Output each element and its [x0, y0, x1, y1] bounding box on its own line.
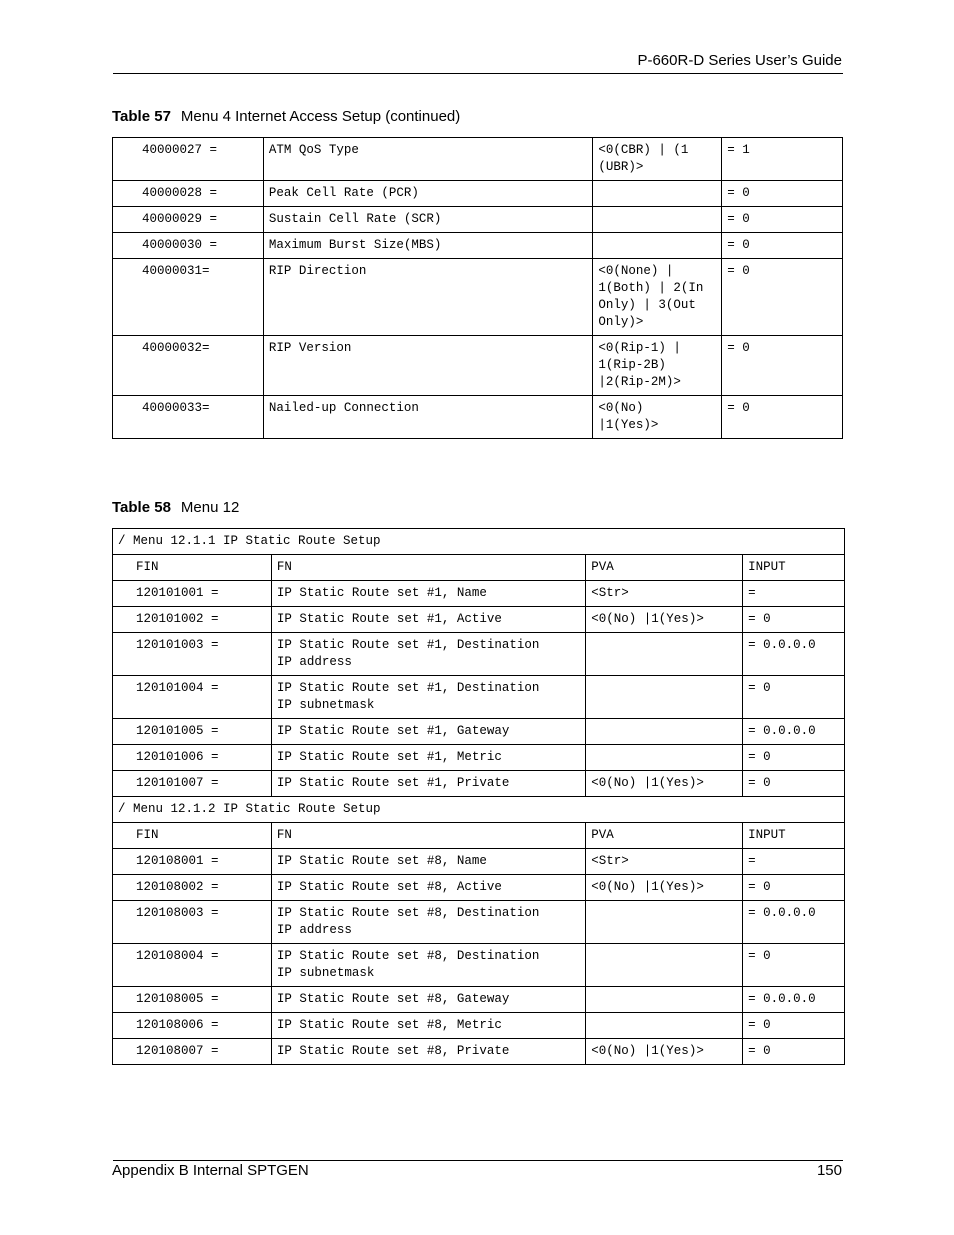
table57-label: Table 57 — [112, 108, 171, 125]
pva-cell — [586, 676, 743, 719]
pva-cell-text: <0(None) | 1(Both) | 2(In Only) | 3(Out Only)> — [598, 264, 704, 329]
fn-cell — [271, 581, 585, 607]
table-row — [113, 581, 845, 607]
table-row — [113, 207, 843, 233]
table-57-body — [113, 138, 843, 439]
fn-cell — [271, 875, 585, 901]
pva-cell — [586, 944, 743, 987]
fn-cell-text: IP Static Route set #1, Metric — [276, 750, 502, 764]
table-row — [113, 987, 845, 1013]
pva-cell — [586, 1039, 743, 1065]
table-row — [113, 336, 843, 396]
table-row — [113, 138, 843, 181]
input-cell — [743, 875, 845, 901]
input-cell-text: = — [748, 586, 756, 600]
fn-cell-text: IP Static Route set #1, Destination IP subnetmask — [276, 681, 540, 712]
input-cell-text: = 0 — [748, 1018, 771, 1032]
input-cell-text: = 0.0.0.0 — [748, 724, 816, 738]
fn-cell-text: ATM QoS Type — [268, 143, 359, 157]
column-header-input-text: INPUT — [748, 560, 786, 574]
table58-label: Table 58 — [112, 499, 171, 516]
input-cell — [743, 944, 845, 987]
input-cell-text: = 0 — [748, 776, 771, 790]
pva-cell — [586, 849, 743, 875]
column-header-fin — [113, 555, 272, 581]
fn-cell — [271, 1039, 585, 1065]
column-header-fn — [271, 823, 585, 849]
fn-cell — [271, 771, 585, 797]
input-cell — [743, 1013, 845, 1039]
pva-cell — [593, 233, 722, 259]
fin-cell — [113, 233, 264, 259]
fin-cell-text: 120108003 = — [136, 906, 219, 920]
column-header-fin-text: FIN — [136, 828, 159, 842]
fin-cell — [113, 207, 264, 233]
pva-cell — [586, 719, 743, 745]
fin-cell — [113, 719, 272, 745]
table-row — [113, 875, 845, 901]
fn-cell-text: IP Static Route set #1, Name — [276, 586, 487, 600]
pva-cell-text: <0(CBR) | (1 (UBR)> — [598, 143, 689, 174]
fn-cell-text: Nailed-up Connection — [268, 401, 419, 415]
fn-cell-text: IP Static Route set #8, Metric — [276, 1018, 502, 1032]
section-title-row — [113, 529, 845, 555]
fn-cell — [271, 901, 585, 944]
fin-cell-text: 40000032= — [142, 341, 210, 355]
fn-cell — [271, 633, 585, 676]
pva-cell — [593, 259, 722, 336]
pva-cell-text: <Str> — [591, 586, 629, 600]
table-row — [113, 719, 845, 745]
column-header-input-text: INPUT — [748, 828, 786, 842]
fn-cell — [263, 181, 592, 207]
fn-cell — [271, 849, 585, 875]
fn-cell-text: Peak Cell Rate (PCR) — [268, 186, 419, 200]
fn-cell — [271, 1013, 585, 1039]
table-row — [113, 944, 845, 987]
fn-cell-text: IP Static Route set #1, Destination IP address — [276, 638, 540, 669]
table-row — [113, 607, 845, 633]
fin-cell-text: 120108001 = — [136, 854, 219, 868]
fin-cell-text: 40000029 = — [142, 212, 218, 226]
fn-cell — [263, 233, 592, 259]
pva-cell — [586, 771, 743, 797]
fn-cell — [271, 745, 585, 771]
fin-cell — [113, 138, 264, 181]
fn-cell-text: Sustain Cell Rate (SCR) — [268, 212, 442, 226]
input-cell — [722, 138, 843, 181]
table-row — [113, 233, 843, 259]
column-header-fin — [113, 823, 272, 849]
input-cell-text: = 0 — [727, 401, 750, 415]
fin-cell-text: 120101002 = — [136, 612, 219, 626]
pva-cell — [593, 138, 722, 181]
fin-cell-text: 120108004 = — [136, 949, 219, 963]
fn-cell-text: RIP Version — [268, 341, 352, 355]
table-row — [113, 901, 845, 944]
fin-cell-text: 120101001 = — [136, 586, 219, 600]
input-cell-text: = 0 — [727, 212, 750, 226]
fin-cell — [113, 259, 264, 336]
header-rule — [113, 73, 843, 74]
column-header-pva — [586, 823, 743, 849]
fin-cell — [113, 901, 272, 944]
input-cell — [722, 396, 843, 439]
fin-cell — [113, 633, 272, 676]
fn-cell-text: IP Static Route set #8, Destination IP subnetmask — [276, 949, 540, 980]
section-title-text: / Menu 12.1.1 IP Static Route Setup — [118, 534, 381, 548]
fn-cell-text: IP Static Route set #8, Private — [276, 1044, 510, 1058]
fin-cell — [113, 1013, 272, 1039]
table-row — [113, 745, 845, 771]
table-row — [113, 396, 843, 439]
table-row — [113, 771, 845, 797]
input-cell — [743, 745, 845, 771]
input-cell — [743, 901, 845, 944]
input-cell — [743, 719, 845, 745]
fin-cell — [113, 181, 264, 207]
input-cell-text: = 0.0.0.0 — [748, 992, 816, 1006]
input-cell-text: = 0.0.0.0 — [748, 638, 816, 652]
table-row — [113, 181, 843, 207]
column-header-row — [113, 823, 845, 849]
fin-cell-text: 120101004 = — [136, 681, 219, 695]
pva-cell-text: <0(No) |1(Yes)> — [591, 612, 704, 626]
fin-cell-text: 120108005 = — [136, 992, 219, 1006]
input-cell — [722, 181, 843, 207]
input-cell-text: = 0 — [748, 681, 771, 695]
input-cell — [722, 336, 843, 396]
pva-cell — [586, 987, 743, 1013]
fin-cell-text: 120101003 = — [136, 638, 219, 652]
table-row — [113, 259, 843, 336]
pva-cell-text: <0(No) |1(Yes)> — [591, 1044, 704, 1058]
fin-cell — [113, 336, 264, 396]
input-cell-text: = 0 — [727, 238, 750, 252]
page-number: 150 — [816, 1162, 842, 1179]
table-58-body — [113, 529, 845, 1065]
table58-caption-text: Menu 12 — [180, 499, 240, 516]
pva-cell — [586, 581, 743, 607]
input-cell-text: = 0 — [748, 750, 771, 764]
fin-cell — [113, 875, 272, 901]
input-cell — [743, 987, 845, 1013]
table57-caption-text: Menu 4 Internet Access Setup (continued) — [180, 108, 461, 125]
table57-caption — [112, 108, 460, 125]
fin-cell — [113, 607, 272, 633]
fin-cell — [113, 581, 272, 607]
fin-cell-text: 40000033= — [142, 401, 210, 415]
column-header-input — [743, 555, 845, 581]
fin-cell — [113, 987, 272, 1013]
column-header-fn-text: FN — [276, 828, 292, 842]
pva-cell-text: <0(No) |1(Yes)> — [591, 776, 704, 790]
pva-cell — [586, 745, 743, 771]
pva-cell — [593, 336, 722, 396]
table-row — [113, 849, 845, 875]
fin-cell-text: 40000031= — [142, 264, 210, 278]
pva-cell-text: <0(No) |1(Yes)> — [598, 401, 659, 432]
fn-cell — [271, 676, 585, 719]
pva-cell — [586, 901, 743, 944]
fin-cell-text: 40000028 = — [142, 186, 218, 200]
pva-cell — [586, 633, 743, 676]
fn-cell — [271, 719, 585, 745]
pva-cell — [586, 607, 743, 633]
table-row — [113, 676, 845, 719]
fin-cell — [113, 944, 272, 987]
input-cell-text: = 0.0.0.0 — [748, 906, 816, 920]
fn-cell-text: IP Static Route set #8, Gateway — [276, 992, 510, 1006]
table-row — [113, 633, 845, 676]
input-cell — [743, 1039, 845, 1065]
fn-cell-text: Maximum Burst Size(MBS) — [268, 238, 442, 252]
input-cell — [722, 259, 843, 336]
input-cell — [743, 771, 845, 797]
fn-cell — [271, 607, 585, 633]
column-header-row — [113, 555, 845, 581]
table-58 — [112, 528, 845, 1065]
pva-cell-text: <0(No) |1(Yes)> — [591, 880, 704, 894]
fn-cell-text: IP Static Route set #1, Gateway — [276, 724, 510, 738]
section-title-text: / Menu 12.1.2 IP Static Route Setup — [118, 802, 381, 816]
fn-cell-text: RIP Direction — [268, 264, 367, 278]
input-cell — [722, 233, 843, 259]
table-row — [113, 1039, 845, 1065]
input-cell — [743, 849, 845, 875]
input-cell-text: = 0 — [727, 186, 750, 200]
fn-cell — [271, 944, 585, 987]
input-cell — [743, 676, 845, 719]
fin-cell-text: 120101005 = — [136, 724, 219, 738]
fn-cell-text: IP Static Route set #8, Destination IP address — [276, 906, 540, 937]
fn-cell — [263, 259, 592, 336]
fin-cell-text: 120108002 = — [136, 880, 219, 894]
fin-cell-text: 120101007 = — [136, 776, 219, 790]
column-header-fin-text: FIN — [136, 560, 159, 574]
input-cell-text: = 0 — [748, 880, 771, 894]
column-header-input — [743, 823, 845, 849]
pva-cell — [586, 1013, 743, 1039]
footer-section-title: Appendix B Internal SPTGEN — [112, 1162, 309, 1179]
fin-cell-text: 40000030 = — [142, 238, 218, 252]
fin-cell — [113, 745, 272, 771]
pva-cell-text: <0(Rip-1) | 1(Rip-2B) |2(Rip-2M)> — [598, 341, 681, 389]
fn-cell — [263, 336, 592, 396]
section-title — [113, 529, 845, 555]
fin-cell-text: 120101006 = — [136, 750, 219, 764]
fin-cell-text: 120108006 = — [136, 1018, 219, 1032]
fn-cell-text: IP Static Route set #8, Active — [276, 880, 502, 894]
fin-cell-text: 40000027 = — [142, 143, 218, 157]
fn-cell — [263, 396, 592, 439]
section-title — [113, 797, 845, 823]
fin-cell-text: 120108007 = — [136, 1044, 219, 1058]
fin-cell — [113, 396, 264, 439]
fn-cell-text: IP Static Route set #1, Active — [276, 612, 502, 626]
input-cell-text: = 0 — [748, 1044, 771, 1058]
input-cell-text: = — [748, 854, 756, 868]
pva-cell — [593, 181, 722, 207]
column-header-pva-text: PVA — [591, 828, 614, 842]
input-cell — [743, 633, 845, 676]
column-header-pva-text: PVA — [591, 560, 614, 574]
fin-cell — [113, 849, 272, 875]
fn-cell — [263, 138, 592, 181]
fin-cell — [113, 1039, 272, 1065]
pva-cell — [586, 875, 743, 901]
pva-cell — [593, 207, 722, 233]
footer-rule — [113, 1160, 843, 1161]
column-header-fn-text: FN — [276, 560, 292, 574]
table-57 — [112, 137, 843, 439]
section-title-row — [113, 797, 845, 823]
input-cell — [743, 581, 845, 607]
input-cell-text: = 0 — [748, 612, 771, 626]
table58-caption — [112, 499, 239, 516]
input-cell-text: = 0 — [727, 264, 750, 278]
input-cell-text: = 0 — [748, 949, 771, 963]
fin-cell — [113, 771, 272, 797]
input-cell-text: = 0 — [727, 341, 750, 355]
fn-cell — [271, 987, 585, 1013]
column-header-fn — [271, 555, 585, 581]
fin-cell — [113, 676, 272, 719]
running-header: P-660R-D Series User’s Guide — [637, 52, 842, 69]
table-row — [113, 1013, 845, 1039]
fn-cell — [263, 207, 592, 233]
fn-cell-text: IP Static Route set #1, Private — [276, 776, 510, 790]
pva-cell-text: <Str> — [591, 854, 629, 868]
pva-cell — [593, 396, 722, 439]
input-cell — [743, 607, 845, 633]
input-cell — [722, 207, 843, 233]
input-cell-text: = 1 — [727, 143, 750, 157]
column-header-pva — [586, 555, 743, 581]
fn-cell-text: IP Static Route set #8, Name — [276, 854, 487, 868]
